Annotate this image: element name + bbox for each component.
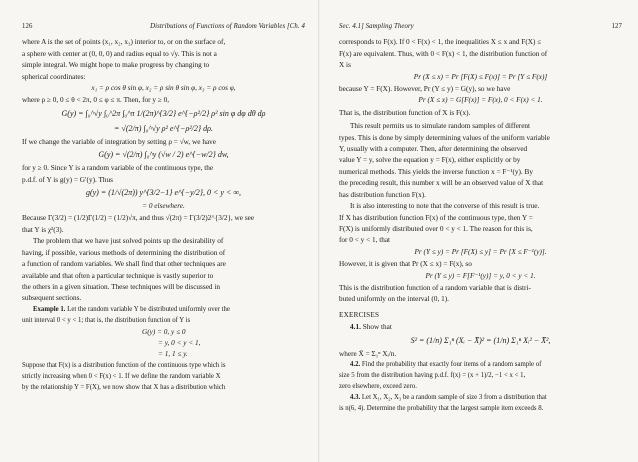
equation: Pr (X ≤ x) = Pr [F(X) ≤ F(x)] = Pr [Y ≤ F(x)] bbox=[413, 72, 548, 81]
text-line: F(x) are equivalent. Thus, with 0 < F(x) < 1, the distribution function of bbox=[339, 49, 548, 58]
equation: x₁ = ρ cos θ sin φ, x₂ = ρ sin θ sin φ, x₃ = ρ cos φ, bbox=[91, 84, 236, 93]
text-line: F(X) is uniformly distributed over 0 < y < 1. The reason for this is, bbox=[339, 224, 533, 233]
text-line: for 0 < y < 1, that bbox=[339, 236, 391, 245]
text-line: that Y is χ²(3). bbox=[22, 225, 64, 234]
example-text: Let the random variable Y be distributed uniformly over the bbox=[65, 305, 230, 313]
text-line: corresponds to F(x). If 0 < F(x) < 1, the inequalities X ≤ x and F(X) ≤ bbox=[339, 38, 542, 47]
text-line: the preceding result, this number x will be an observed value of X that bbox=[339, 179, 544, 188]
equation: g(y) = (1/√(2π)) y^{3/2−1} e^{−y/2}, 0 < y < ∞, bbox=[85, 188, 242, 198]
text-line: This result permits us to simulate random samples of different bbox=[350, 122, 531, 131]
text-line: Suppose that F(x) is a distribution function of the continuous type which is bbox=[22, 361, 226, 369]
piecewise-line: G(y) = 0, y ≤ 0 bbox=[142, 327, 186, 336]
exercise-text: Let X₁, X₂, X₃ be a random sample of size 3 from a distribution that bbox=[360, 393, 547, 401]
text-line: simple integral. We might hope to make progress by changing to bbox=[22, 61, 210, 70]
text-line: Y, usually with a computer. Then, after determining the observed bbox=[339, 145, 528, 154]
example-line bbox=[22, 306, 305, 315]
text-line: has distribution function F(x). bbox=[339, 190, 426, 199]
text-line: having, if possible, various methods of determining the distribution of bbox=[22, 248, 226, 257]
exercise-line bbox=[339, 361, 622, 370]
exercise-number: 4.2. bbox=[350, 360, 361, 368]
example-label: Example 1. bbox=[33, 305, 66, 313]
left-page-header bbox=[22, 22, 305, 31]
exercise-number: 4.1. bbox=[350, 323, 361, 332]
running-head: Distributions of Functions of Random Variables [Ch. 4 bbox=[150, 23, 305, 30]
text-line: This is the distribution function of a random variable that is distri- bbox=[339, 283, 531, 292]
page-number: 126 bbox=[22, 23, 33, 30]
text-line: zero elsewhere, exceed zero. bbox=[339, 382, 417, 390]
text-line: X is bbox=[339, 61, 351, 70]
text-line: unit interval 0 < y < 1; that is, the distribution function of Y is bbox=[22, 316, 191, 324]
text-line: However, it is given that Pr (X ≤ x) = F(x), so bbox=[339, 260, 472, 269]
equation: = 0 elsewhere. bbox=[142, 202, 185, 211]
equation: G(y) = √(2/π) ∫₀^y (√w / 2) e^{−w/2} dw, bbox=[98, 150, 229, 160]
equation: S² = (1/n) Σ₁ⁿ (Xᵢ − X̄)² = (1/n) Σ₁ⁿ Xᵢ² − X̄², bbox=[410, 335, 551, 345]
exercise-line bbox=[339, 394, 622, 403]
piecewise-line: = 1, 1 ≤ y. bbox=[158, 350, 188, 359]
text-line: If we change the variable of integration by setting ρ = √w, we have bbox=[22, 137, 217, 146]
text-line: for y ≥ 0. Since Y is a random variable of the continuous type, the bbox=[22, 164, 214, 173]
text-line: That is, the distribution function of X is F(x). bbox=[339, 108, 471, 117]
text-line: the others in a given situation. These techniques will be discussed in bbox=[22, 282, 220, 291]
piecewise-line: = y, 0 < y < 1, bbox=[158, 338, 201, 347]
text-line: The problem that we have just solved points up the desirability of bbox=[33, 237, 224, 246]
text-line: by the relationship Y = F(X), we now show that X has a distribution which bbox=[22, 383, 226, 391]
equation: Pr (Y ≤ y) = Pr [F(X) ≤ y] = Pr [X ≤ F⁻¹(y)]. bbox=[414, 247, 547, 256]
right-page bbox=[319, 0, 638, 462]
text-line: size 5 from the distribution having p.d.f. f(x) = (x + 1)/2, −1 < x < 1, bbox=[339, 371, 526, 379]
right-page-header bbox=[339, 22, 622, 31]
text-line: spherical coordinates: bbox=[22, 72, 86, 81]
text-line: strictly increasing when 0 < F(x) < 1. If we define the random variable X bbox=[22, 372, 221, 380]
exercise-text: Show that bbox=[360, 323, 392, 332]
exercise-number: 4.3. bbox=[350, 393, 361, 401]
running-head: Sec. 4.1] Sampling Theory bbox=[339, 23, 414, 30]
text-line: because Y = F(X). However, Pr (Y ≤ y) = G(y), so we have bbox=[339, 85, 511, 94]
text-line: available and that often a particular technique is vastly superior to bbox=[22, 271, 214, 280]
exercise-line bbox=[339, 323, 622, 332]
text-line: where X̄ = Σ₁ⁿ Xᵢ/n. bbox=[339, 349, 397, 358]
equation: = √(2/π) ∫₀^√y ρ² e^{−ρ²/2} dρ. bbox=[114, 123, 213, 133]
text-line: a sphere with center at (0, 0, 0) and radius equal to √y. This is not a bbox=[22, 49, 217, 58]
equation: Pr (Y ≤ y) = F[F⁻¹(y)] = y, 0 < y < 1. bbox=[425, 271, 536, 280]
text-line: value Y = y, solve the equation y = F(x), either explicitly or by bbox=[339, 156, 521, 165]
text-line: numerical methods. This yields the inverse function x = F⁻¹(y). By bbox=[339, 167, 533, 176]
text-line: If X has distribution function F(x) of the continuous type, then Y = bbox=[339, 213, 533, 222]
text-line: Because Γ(3/2) = (1/2)Γ(1/2) = (1/2)√π, and thus √(2π) = Γ(3/2)2^{3/2}, we see bbox=[22, 214, 255, 223]
exercises-heading: EXERCISES bbox=[339, 310, 380, 319]
exercise-text: Find the probability that exactly four items of a random sample of bbox=[360, 360, 542, 368]
text-line: where ρ ≥ 0, 0 ≤ θ < 2π, 0 ≤ φ ≤ π. Then, for y ≥ 0, bbox=[22, 96, 170, 105]
text-line: It is also interesting to note that the converse of this result is true. bbox=[350, 202, 540, 211]
text-line: is n(6, 4). Determine the probability that the largest sample item exceeds 8. bbox=[339, 404, 544, 412]
text-line: buted uniformly on the interval (0, 1). bbox=[339, 295, 449, 304]
text-line: types. This is done by simply determining values of the uniform variable bbox=[339, 133, 550, 142]
text-line: where A is the set of points (x₁, x₂, x₃) interior to, or on the surface of, bbox=[22, 38, 226, 47]
text-line: subsequent sections. bbox=[22, 294, 82, 303]
text-line: a function of random variables. We shall find that other techniques are bbox=[22, 260, 226, 269]
page-number: 127 bbox=[611, 23, 622, 30]
equation: Pr (X ≤ x) = G[F(x)] = F(x), 0 < F(x) < 1. bbox=[418, 96, 543, 105]
text-line: p.d.f. of Y is g(y) = G′(y). Thus bbox=[22, 175, 113, 184]
equation: G(y) = ∫₀^√y ∫₀^2π ∫₀^π 1/(2π)^{3/2} e^{−ρ²/2} ρ² sin φ dφ dθ dρ bbox=[61, 108, 266, 118]
